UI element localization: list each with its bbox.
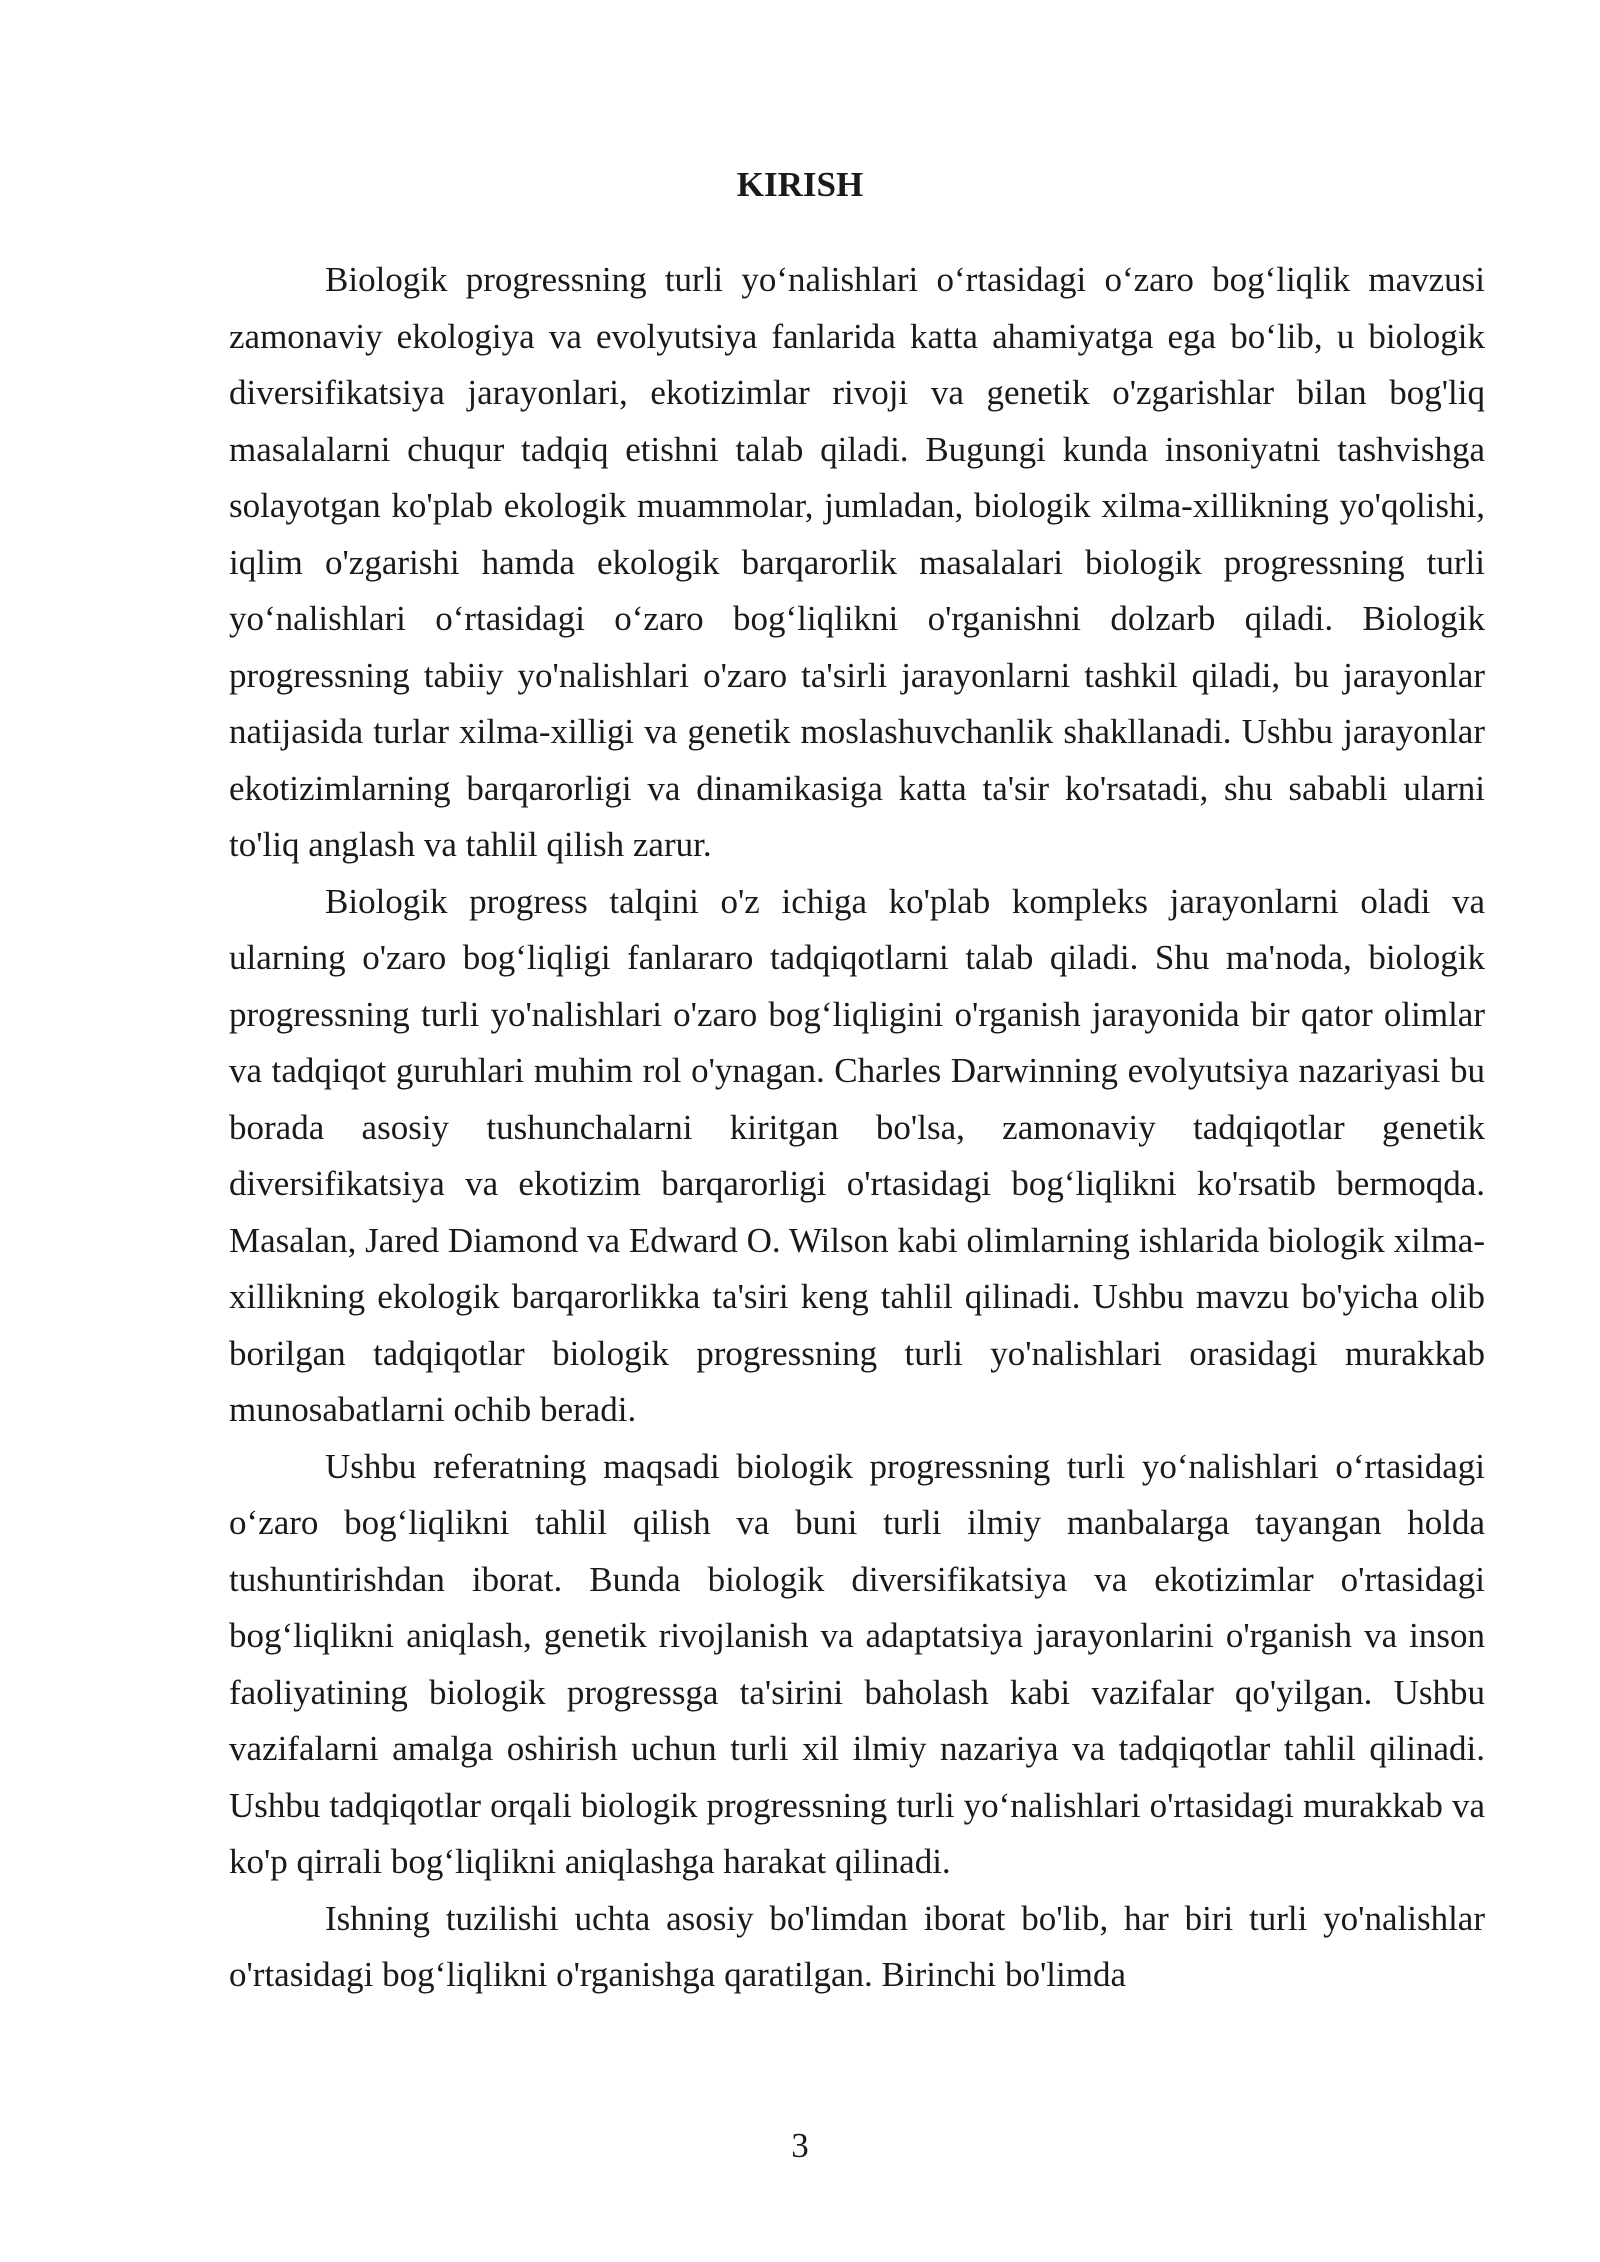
section-heading: KIRISH xyxy=(736,165,864,204)
page-number: 3 xyxy=(791,2126,809,2165)
body-text xyxy=(229,252,1485,2004)
paragraph: Ishning tuzilishi uchta asosiy bo'limdan iborat bo'lib, har biri turli yo'nalishlar o'rtasidagi bog‘liqlikni o'rganishga qaratilgan. Birinchi bo'limda xyxy=(229,1898,1485,1994)
paragraph: Biologik progressning turli yo‘nalishlari o‘rtasidagi o‘zaro bog‘liqlik mavzusi zamonaviy ekologiya va evolyutsiya fanlarida katta ahamiyatga ega bo‘lib, u biologik diversifikatsiya jarayonlari, ekotizimlar rivoji va genetik o'zgarishlar bilan bog'liq masalalarni chuqur tadqiq etishni talab qiladi. Bugungi kunda insoniyatni tashvishga solayotgan ko'plab ekologik muammolar, jumladan, biologik xilma-xillikning yo'qolishi, iqlim o'zgarishi hamda ekologik barqarorlik masalalari biologik progressning turli yo‘nalishlari o‘rtasidagi o‘zaro bog‘liqlikni o'rganishni dolzarb qiladi. Biologik progressning tabiiy yo'nalishlari o'zaro ta'sirli jarayonlarni tashkil qiladi, bu jarayonlar natijasida turlar xilma-xilligi va genetik moslashuvchanlik shakllanadi. Ushbu jarayonlar ekotizimlarning barqarorligi va dinamikasiga katta ta'sir ko'rsatadi, shu sababli ularni to'liq anglash va tahlil qilish zarur. xyxy=(229,260,1485,864)
paragraph: Ushbu referatning maqsadi biologik progressning turli yo‘nalishlari o‘rtasidagi o‘zaro bog‘liqlikni tahlil qilish va buni turli ilmiy manbalarga tayangan holda tushuntirishdan iborat. Bunda biologik diversifikatsiya va ekotizimlar o'rtasidagi bog‘liqlikni aniqlash, genetik rivojlanish va adaptatsiya jarayonlarini o'rganish va inson faoliyatining biologik progressga ta'sirini baholash kabi vazifalar qo'yilgan. Ushbu vazifalarni amalga oshirish uchun turli xil ilmiy nazariya va tadqiqotlar tahlil qilinadi. Ushbu tadqiqotlar orqali biologik progressning turli yo‘nalishlari o'rtasidagi murakkab va ko'p qirrali bog‘liqlikni aniqlashga harakat qilinadi. xyxy=(229,1446,1485,1881)
paragraph: Biologik progress talqini o'z ichiga ko'plab kompleks jarayonlarni oladi va ularning o'zaro bog‘liqligi fanlararo tadqiqotlarni talab qiladi. Shu ma'noda, biologik progressning turli yo'nalishlari o'zaro bog‘liqligini o'rganish jarayonida bir qator olimlar va tadqiqot guruhlari muhim rol o'ynagan. Charles Darwinning evolyutsiya nazariyasi bu borada asosiy tushunchalarni kiritgan bo'lsa, zamonaviy tadqiqotlar genetik diversifikatsiya va ekotizim barqarorligi o'rtasidagi bog‘liqlikni ko'rsatib bermoqda. Masalan, Jared Diamond va Edward O. Wilson kabi olimlarning ishlarida biologik xilma-xillikning ekologik barqarorlikka ta'siri keng tahlil qilinadi. Ushbu mavzu bo'yicha olib borilgan tadqiqotlar biologik progressning turli yo'nalishlari orasidagi murakkab munosabatlarni ochib beradi. xyxy=(229,881,1485,1429)
